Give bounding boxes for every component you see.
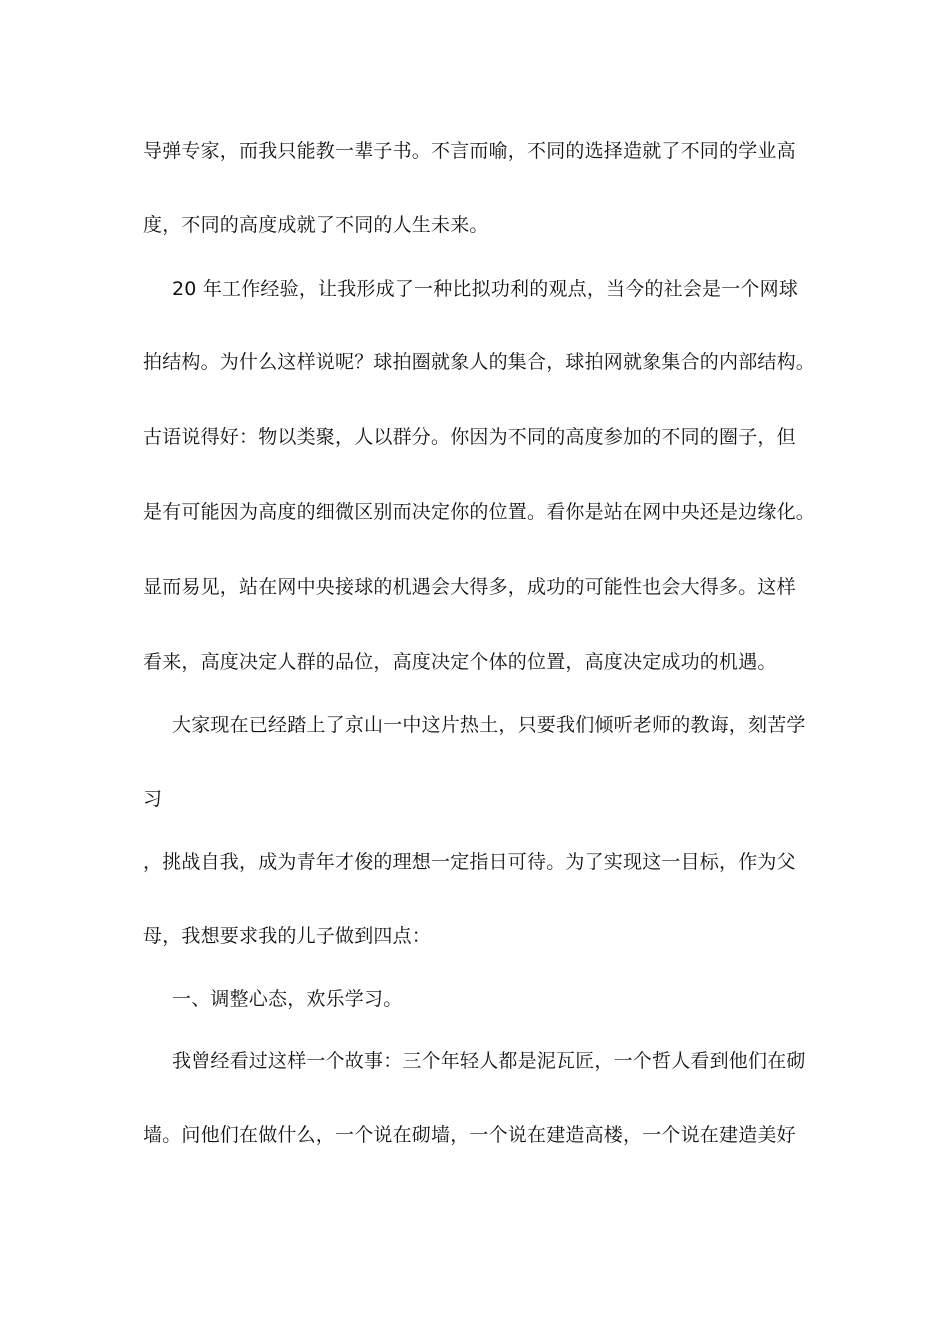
paragraph-line-8: 看来，高度决定人群的品位，高度决定个体的位置，高度决定成功的机遇。 <box>143 651 777 673</box>
paragraph-line-1: 导弹专家，而我只能教一辈子书。不言而喻，不同的选择造就了不同的学业高 <box>143 140 796 162</box>
paragraph-line-14: 我曾经看过这样一个故事：三个年轻人都是泥瓦匠，一个哲人看到他们在砌 <box>172 1050 806 1072</box>
paragraph-line-12: 母，我想要求我的儿子做到四点： <box>143 925 432 947</box>
paragraph-line-2: 度，不同的高度成就了不同的人生未来。 <box>143 214 489 236</box>
paragraph-line-9: 大家现在已经踏上了京山一中这片热土，只要我们倾听老师的教诲，刻苦学 <box>172 714 806 736</box>
paragraph-line-3: 20 年工作经验，让我形成了一种比拟功利的观点，当今的社会是一个网球 <box>172 278 799 300</box>
section-heading: 一、调整心态，欢乐学习。 <box>172 988 403 1010</box>
paragraph-line-7: 显而易见，站在网中央接球的机遇会大得多，成功的可能性也会大得多。这样 <box>143 576 796 598</box>
paragraph-line-4: 拍结构。为什么这样说呢？球拍圈就象人的集合，球拍网就象集合的内部结构。 <box>143 351 816 373</box>
paragraph-line-5: 古语说得好：物以类聚，人以群分。你因为不同的高度参加的不同的圈子，但 <box>143 426 796 448</box>
paragraph-line-15: 墙。问他们在做什么，一个说在砌墙，一个说在建造高楼，一个说在建造美好 <box>143 1124 796 1146</box>
paragraph-line-11: ，挑战自我，成为青年才俊的理想一定指日可待。为了实现这一目标，作为父 <box>143 851 796 873</box>
paragraph-line-10: 习 <box>143 788 163 810</box>
paragraph-line-6: 是有可能因为高度的细微区别而决定你的位置。看你是站在网中央还是边缘化。 <box>143 501 816 523</box>
